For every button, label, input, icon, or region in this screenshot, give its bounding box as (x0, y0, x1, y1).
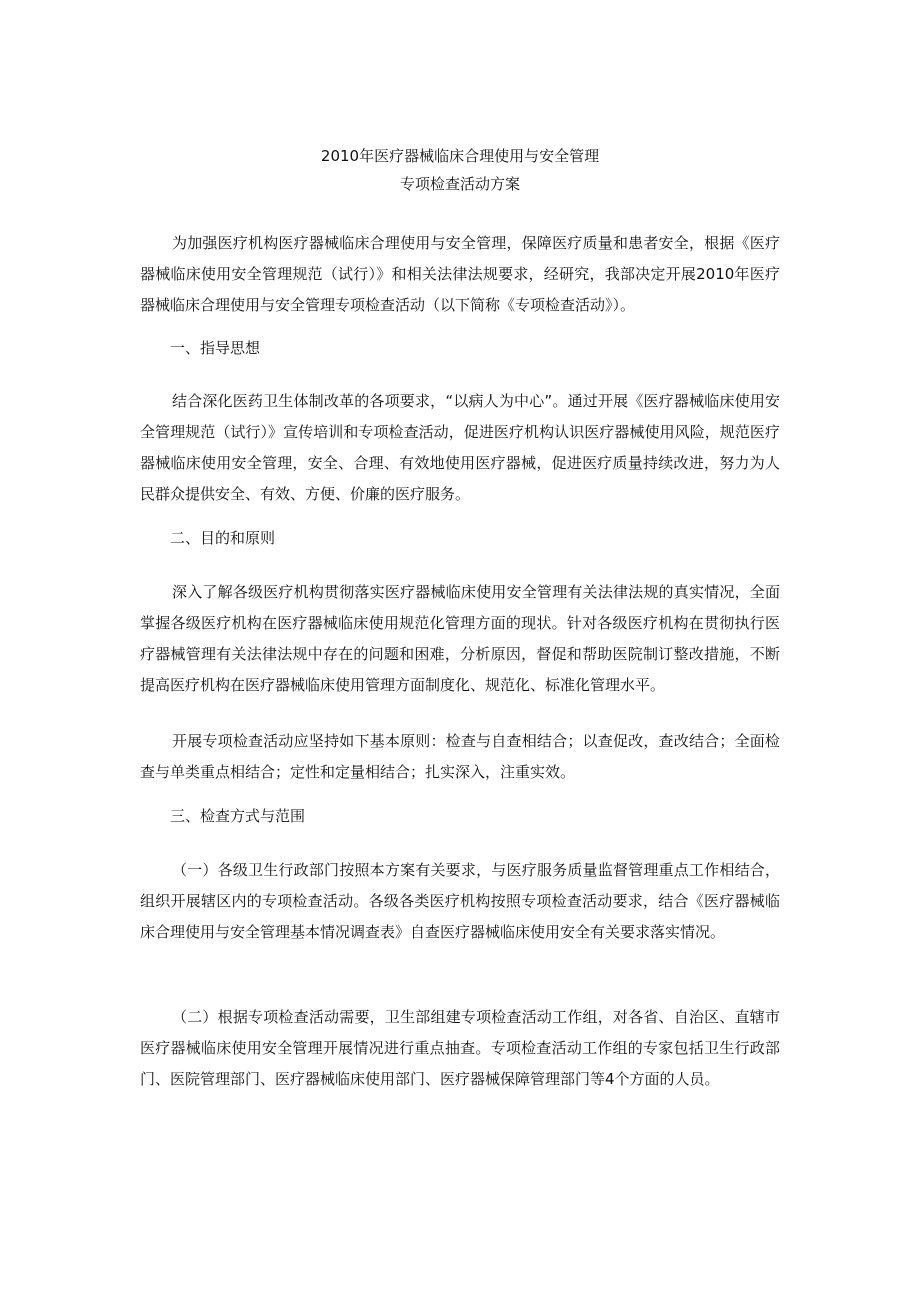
section-3-heading: 三、检查方式与范围 (170, 807, 306, 825)
title-line-1: 2010年医疗器械临床合理使用与安全管理 (320, 147, 600, 165)
section-1-paragraph: 结合深化医药卫生体制改革的各项要求，“以病人为中心”。通过开展《医疗器械临床使用安全管理规范（试行）》宣传培训和专项检查活动，促进医疗机构认识医疗器械使用风险，规范医疗器械临床使用安全管理，安全、合理、有效地使用医疗器械，促进医疗质量持续改进，努力为人民群众提供安全、有效、方便、价廉的医疗服务。 (140, 392, 780, 503)
section-2-paragraph-2: 开展专项检查活动应坚持如下基本原则：检查与自查相结合；以查促改，查改结合；全面检查与单类重点相结合；定性和定量相结合；扎实深入，注重实效。 (140, 732, 780, 781)
section-3-paragraph-2: （二）根据专项检查活动需要，卫生部组建专项检查活动工作组，对各省、自治区、直辖市医疗器械临床使用安全管理开展情况进行重点抽查。专项检查活动工作组的专家包括卫生行政部门、医院管理部门、医疗器械临床使用部门、医疗器械保障管理部门等4个方面的人员。 (140, 1008, 780, 1088)
intro-paragraph: 为加强医疗机构医疗器械临床合理使用与安全管理，保障医疗质量和患者安全，根据《医疗器械临床使用安全管理规范（试行）》和相关法律法规要求，经研究，我部决定开展2010年医疗器械临床合理使用与安全管理专项检查活动（以下简称《专项检查活动》）。 (140, 234, 780, 314)
section-3-paragraph-1: （一）各级卫生行政部门按照本方案有关要求，与医疗服务质量监督管理重点工作相结合，组织开展辖区内的专项检查活动。各级各类医疗机构按照专项检查活动要求，结合《医疗器械临床合理使用与安全管理基本情况调查表》自查医疗器械临床使用安全有关要求落实情况。 (140, 861, 780, 941)
title-line-2: 专项检查活动方案 (399, 175, 520, 193)
document-title (0, 142, 920, 198)
section-1-heading: 一、指导思想 (170, 339, 261, 357)
section-2-heading: 二、目的和原则 (170, 529, 276, 547)
section-2-paragraph-1: 深入了解各级医疗机构贯彻落实医疗器械临床使用安全管理有关法律法规的真实情况，全面掌握各级医疗机构在医疗器械临床使用规范化管理方面的现状。针对各级医疗机构在贯彻执行医疗器械管理有关法律法规中存在的问题和困难，分析原因，督促和帮助医院制订整改措施，不断提高医疗机构在医疗器械临床使用管理方面制度化、规范化、标准化管理水平。 (140, 583, 780, 694)
